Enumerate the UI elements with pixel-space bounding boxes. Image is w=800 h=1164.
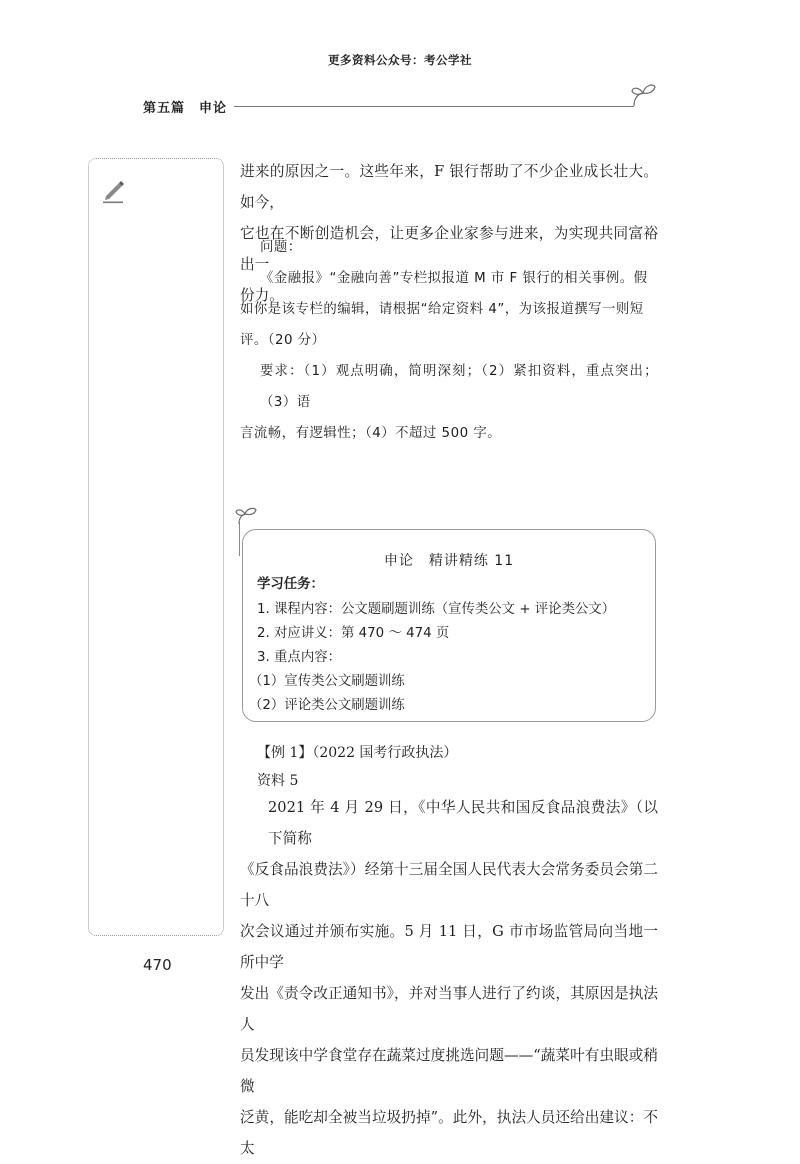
requirement-text: 要求：（1）观点明确，简明深刻；（2）紧扣资料，重点突出；（3）语 — [260, 364, 658, 410]
chapter-header: 第五篇 申论 — [143, 101, 228, 116]
example-passage: 2021 年 4 月 29 日，《中华人民共和国反食品浪费法》（以下简称 《反食品浪费法》）经第十三届全国人民代表大会常务委员会第二十八 次会议通过并颁布实施。5 月 11 日，G 市市场监管局向当地一所中学 发出《责令改正通知书》，并对当事人进行了约谈，其原因是执法人 员发现该中学食堂存在蔬菜过度挑选问题——“蔬菜叶有虫眼或稍微 泛黄，能吃却全被当垃圾扔掉”。此外，执法人员还给出建议：不太 — [240, 799, 658, 1157]
question-label: 问题： — [260, 240, 302, 255]
study-item: 1. 课程内容：公文题刷题训练（宣传类公文 + 评论类公文） — [257, 602, 616, 617]
box-stem — [239, 520, 240, 556]
study-item: （2）评论类公文刷题训练 — [249, 698, 405, 713]
study-item: （1）宣传类公文刷题训练 — [249, 674, 405, 689]
source-label: 资料 5 — [257, 773, 299, 789]
header-rule — [234, 106, 634, 107]
study-item: 3. 重点内容： — [257, 650, 341, 665]
study-box-title: 申论 精讲精练 11 — [383, 553, 515, 569]
sprout-icon — [233, 503, 259, 525]
question-block: 问题： 《金融报》“金融向善”专栏拟报道 M 市 F 银行的相关事例。假 如你是该专栏的编辑，请根据“给定资料 4”，为该报道撰写一则短 评。（20 分） 要求：（1）观点明确，简明深刻；（2）紧扣资料，重点突出；（3）语 言流畅，有逻辑性；（4）不超过 500 字。 — [240, 232, 658, 449]
continuation-text: 进来的原因之一。这些年来，F 银行帮助了不少企业成长壮大。如今， 它也在不断创造机会，让更多企业家参与进来，为实现共同富裕出一 份力。 — [240, 163, 658, 304]
pencil-icon — [100, 176, 128, 204]
study-task-heading: 学习任务： — [257, 577, 324, 592]
sprout-icon — [628, 78, 658, 108]
top-banner: 更多资料公众号：考公学社 — [328, 53, 472, 67]
study-item: 2. 对应讲义：第 470 ～ 474 页 — [257, 626, 450, 641]
note-margin — [88, 158, 224, 936]
example-heading: 【例 1】（2022 国考行政执法） — [257, 745, 458, 761]
page-number: 470 — [143, 956, 172, 974]
